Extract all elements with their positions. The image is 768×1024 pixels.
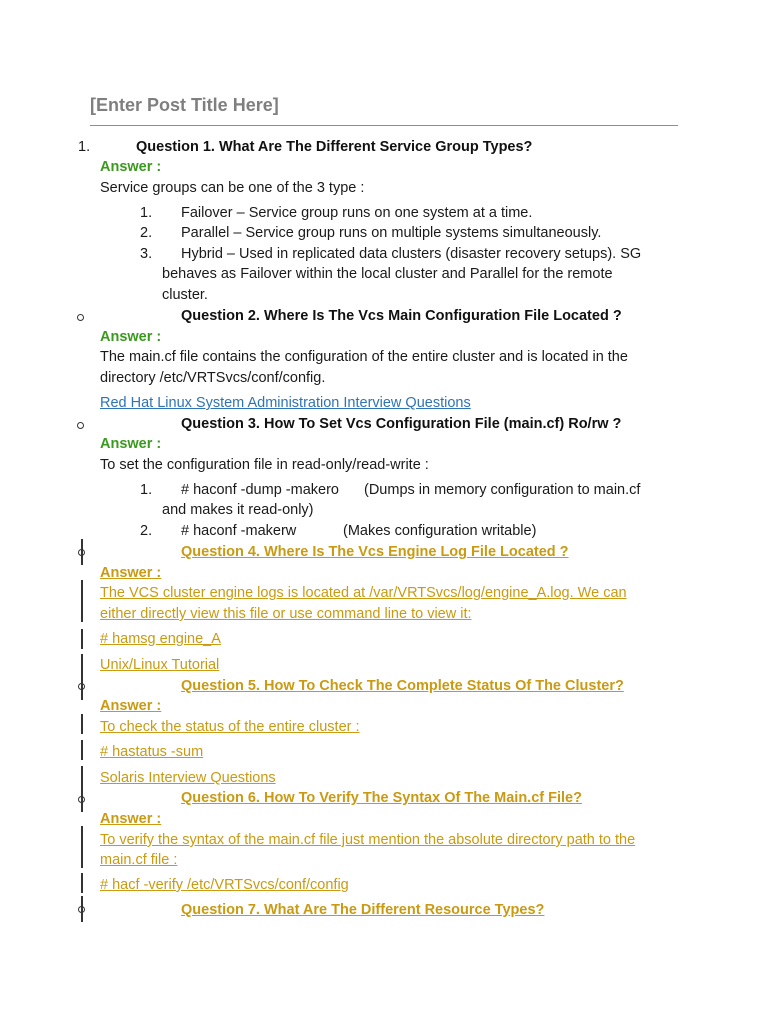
change-bar [81, 740, 83, 760]
answer-label: Answer : [100, 698, 162, 714]
change-bar [81, 873, 83, 893]
list-item-continued: cluster. [162, 287, 208, 303]
answer-label: Answer : [100, 436, 162, 452]
question-1: Question 1. What Are The Different Service Group Types? [136, 139, 533, 155]
answer-text: Service groups can be one of the 3 type : [100, 180, 365, 196]
related-link[interactable]: Red Hat Linux System Administration Interview Questions [100, 395, 471, 411]
command-description: (Dumps in memory configuration to main.cf [364, 482, 641, 498]
answer-label: Answer : [100, 159, 162, 175]
related-link[interactable]: Unix/Linux Tutorial [100, 657, 220, 673]
question-2: Question 2. Where Is The Vcs Main Configuration File Located ? [181, 308, 622, 324]
list-number: 1. [78, 139, 91, 155]
list-number: 3. [140, 246, 153, 262]
change-bar [81, 654, 83, 674]
answer-text: To set the configuration file in read-only/read-write : [100, 457, 429, 473]
command: # haconf -makerw [181, 523, 297, 539]
list-item: Parallel – Service group runs on multiple systems simultaneously. [181, 225, 602, 241]
answer-label: Answer : [100, 811, 162, 827]
command-description: (Makes configuration writable) [343, 523, 537, 539]
list-number: 2. [140, 523, 153, 539]
list-item-continued: behaves as Failover within the local cluster and Parallel for the remote [162, 266, 613, 282]
change-bar [81, 629, 83, 649]
circle-bullet-icon [78, 796, 85, 803]
related-link[interactable]: Solaris Interview Questions [100, 770, 276, 786]
answer-label: Answer : [100, 565, 162, 581]
post-title: [Enter Post Title Here] [90, 95, 279, 115]
command-description: and makes it read-only) [162, 502, 314, 518]
list-number: 1. [140, 482, 153, 498]
list-item: Failover – Service group runs on one system at a time. [181, 205, 533, 221]
answer-text: To check the status of the entire cluster : [100, 719, 360, 735]
answer-text: main.cf file : [100, 852, 178, 868]
command: # hastatus -sum [100, 744, 204, 760]
circle-bullet-icon [77, 314, 84, 321]
question-5: Question 5. How To Check The Complete Status Of The Cluster? [181, 678, 624, 694]
question-7: Question 7. What Are The Different Resource Types? [181, 902, 545, 918]
answer-text: The main.cf file contains the configuration of the entire cluster and is located in the [100, 349, 628, 365]
change-bar [81, 826, 83, 868]
circle-bullet-icon [78, 906, 85, 913]
circle-bullet-icon [78, 549, 85, 556]
answer-text: The VCS cluster engine logs is located at /var/VRTSvcs/log/engine_A.log. We can [100, 585, 627, 601]
circle-bullet-icon [78, 683, 85, 690]
list-number: 1. [140, 205, 153, 221]
answer-text: either directly view this file or use command line to view it: [100, 606, 472, 622]
question-6: Question 6. How To Verify The Syntax Of The Main.cf File? [181, 790, 582, 806]
answer-text: directory /etc/VRTSvcs/conf/config. [100, 370, 326, 386]
change-bar [81, 580, 83, 622]
command: # hamsg engine_A [100, 631, 221, 647]
answer-label: Answer : [100, 329, 162, 345]
command: # haconf -dump -makero [181, 482, 339, 498]
title-underline [90, 125, 678, 126]
question-4: Question 4. Where Is The Vcs Engine Log File Located ? [181, 544, 569, 560]
change-bar [81, 766, 83, 786]
list-item: Hybrid – Used in replicated data clusters (disaster recovery setups). SG [181, 246, 642, 262]
change-bar [81, 714, 83, 734]
command: # hacf -verify /etc/VRTSvcs/conf/config [100, 877, 349, 893]
circle-bullet-icon [77, 422, 84, 429]
question-3: Question 3. How To Set Vcs Configuration File (main.cf) Ro/rw ? [181, 416, 622, 432]
answer-text: To verify the syntax of the main.cf file just mention the absolute directory path to the [100, 832, 636, 848]
list-number: 2. [140, 225, 153, 241]
